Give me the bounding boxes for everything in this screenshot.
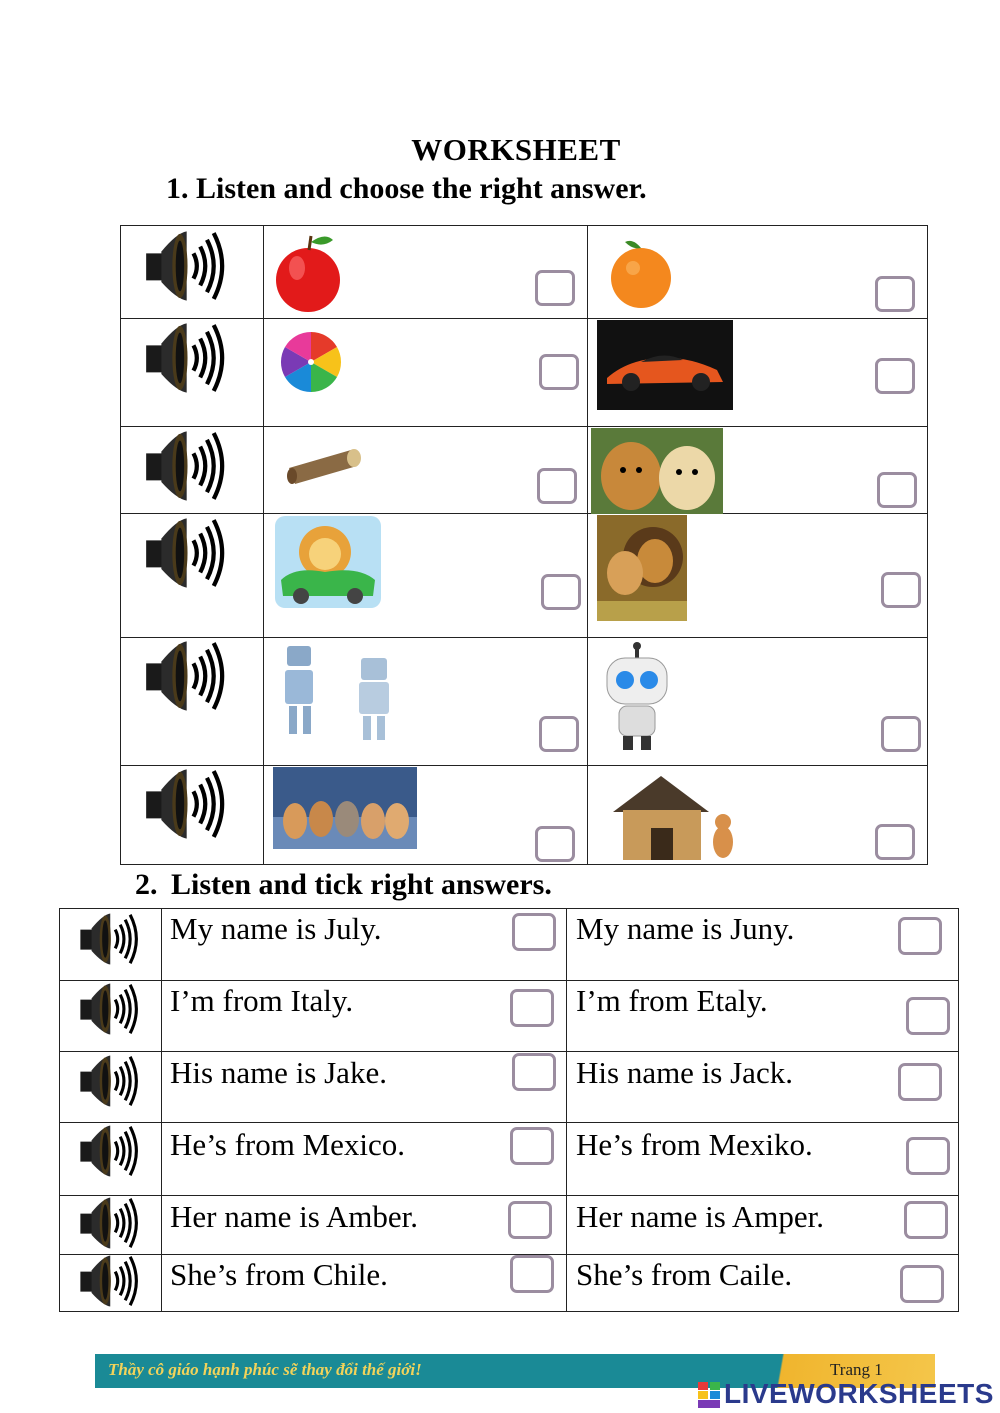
audio-speaker-icon[interactable] [76, 1253, 142, 1309]
car-picture [597, 320, 733, 410]
page-number: Trang 1 [830, 1360, 883, 1379]
audio-speaker-icon[interactable] [139, 320, 231, 396]
audio-speaker-icon[interactable] [76, 1053, 142, 1109]
checkbox-row5-right[interactable] [881, 716, 921, 752]
checkbox-row4-left[interactable] [541, 574, 581, 610]
section2-heading [135, 868, 552, 902]
checkbox-s2-row4-left[interactable] [510, 1127, 554, 1165]
checkbox-s2-row6-left[interactable] [510, 1255, 554, 1293]
robots-picture [277, 640, 409, 744]
checkbox-s2-row6-right[interactable] [900, 1265, 944, 1303]
sentence-row5-left: Her name is Amber. [170, 1199, 418, 1234]
audio-speaker-icon[interactable] [139, 228, 231, 304]
sentence-row5-right: Her name is Amper. [576, 1199, 824, 1234]
checkbox-row6-right[interactable] [875, 824, 915, 860]
checkbox-s2-row1-right[interactable] [898, 917, 942, 955]
footer-slogan: Thầy cô giáo hạnh phúc sẽ thay đổi thế giới! [108, 1360, 422, 1379]
sentence-row4-left: He’s from Mexico. [170, 1127, 406, 1162]
section1-heading: 1. Listen and choose the right answer. [166, 172, 647, 205]
robot-picture [599, 640, 675, 752]
audio-speaker-icon[interactable] [76, 1123, 142, 1179]
sentence-row2-right: I’m from Etaly. [576, 983, 768, 1018]
sentence-row3-right: His name is Jack. [576, 1055, 793, 1090]
audio-speaker-icon[interactable] [139, 766, 231, 842]
cat-house-picture [609, 772, 749, 866]
section1-table [120, 225, 928, 865]
apple-picture [273, 230, 343, 314]
checkbox-s2-row4-right[interactable] [906, 1137, 950, 1175]
section2-number: 2. [135, 868, 158, 901]
sentence-row2-left: I’m from Italy. [170, 983, 354, 1018]
kittens-picture [273, 767, 417, 849]
audio-speaker-icon[interactable] [76, 911, 142, 967]
checkbox-row2-left[interactable] [539, 354, 579, 390]
sentence-row6-left: She’s from Chile. [170, 1257, 388, 1292]
checkbox-row4-right[interactable] [881, 572, 921, 608]
audio-speaker-icon[interactable] [139, 638, 231, 714]
liveworksheets-brand: LIVEWORKSHEETS [724, 1378, 994, 1409]
checkbox-s2-row5-left[interactable] [508, 1201, 552, 1239]
sentence-row4-right: He’s from Mexiko. [576, 1127, 813, 1162]
checkbox-s2-row3-right[interactable] [898, 1063, 942, 1101]
liveworksheets-logo-icon [698, 1382, 720, 1408]
sentence-row3-left: His name is Jake. [170, 1055, 387, 1090]
checkbox-row5-left[interactable] [539, 716, 579, 752]
checkbox-s2-row5-right[interactable] [904, 1201, 948, 1239]
checkbox-s2-row3-left[interactable] [512, 1053, 556, 1091]
section2-table [59, 908, 959, 1312]
audio-speaker-icon[interactable] [76, 981, 142, 1037]
log-picture [285, 438, 365, 488]
checkbox-row3-right[interactable] [877, 472, 917, 508]
checkbox-row3-left[interactable] [537, 468, 577, 504]
umbrella-picture [279, 330, 343, 394]
checkbox-s2-row2-right[interactable] [906, 997, 950, 1035]
checkbox-row1-right[interactable] [875, 276, 915, 312]
sentence-row1-right: My name is Juny. [576, 911, 795, 946]
dogs-picture [591, 428, 723, 514]
section2-title: Listen and tick right answers. [171, 868, 552, 901]
sentence-row1-left: My name is July. [170, 911, 382, 946]
checkbox-s2-row2-left[interactable] [510, 989, 554, 1027]
audio-speaker-icon[interactable] [139, 515, 231, 591]
checkbox-s2-row1-left[interactable] [512, 913, 556, 951]
audio-speaker-icon[interactable] [139, 428, 231, 504]
checkbox-row2-right[interactable] [875, 358, 915, 394]
sentence-row6-right: She’s from Caile. [576, 1257, 793, 1292]
orange-picture [605, 234, 677, 310]
checkbox-row1-left[interactable] [535, 270, 575, 306]
lions-picture [597, 515, 687, 621]
audio-speaker-icon[interactable] [76, 1195, 142, 1251]
worksheet-title: WORKSHEET [411, 132, 621, 167]
lion-in-car-picture [275, 516, 381, 608]
checkbox-row6-left[interactable] [535, 826, 575, 862]
